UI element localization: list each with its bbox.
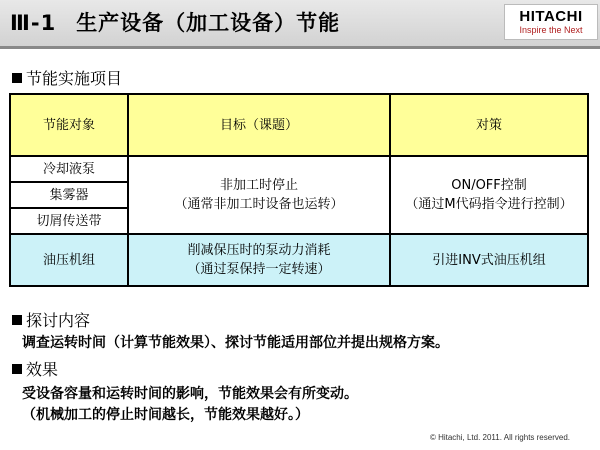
target-line-note: （通过泵保持一定转速） bbox=[187, 262, 331, 277]
table-header-cell: 节能对象 bbox=[10, 94, 128, 156]
table-header-cell: 对策 bbox=[390, 94, 588, 156]
slide-title-text: 生产设备（加工设备）节能 bbox=[76, 11, 341, 35]
header-divider bbox=[0, 46, 600, 49]
table-cell-object: 油压机组 bbox=[10, 234, 128, 286]
table-row-highlight bbox=[10, 234, 588, 286]
square-bullet-icon bbox=[12, 315, 22, 325]
table-header-row bbox=[10, 94, 588, 156]
section-heading-effect bbox=[12, 357, 58, 380]
slide-title bbox=[10, 7, 340, 37]
square-bullet-icon bbox=[12, 73, 22, 83]
measure-line: ON/OFF控制 bbox=[451, 178, 527, 193]
target-line-note: （通常非加工时设备也运转） bbox=[174, 197, 344, 212]
slide-header bbox=[0, 0, 600, 46]
section-heading-implementation bbox=[12, 66, 122, 89]
logo-brand: HITACHI bbox=[519, 8, 583, 25]
target-line: 非加工时停止 bbox=[219, 178, 298, 193]
measure-line-note: （通过M代码指令进行控制） bbox=[405, 197, 573, 212]
section-heading-text: 效果 bbox=[26, 360, 59, 379]
hitachi-logo bbox=[504, 4, 598, 40]
table-cell-target bbox=[128, 234, 390, 286]
table-cell-measure: 引进INV式油压机组 bbox=[390, 234, 588, 286]
table-cell-measure bbox=[390, 156, 588, 234]
copyright-footer: © Hitachi, Ltd. 2011. All rights reserved. bbox=[429, 433, 570, 442]
section-heading-study bbox=[12, 308, 90, 331]
table-row bbox=[10, 156, 588, 182]
logo-tagline: Inspire the Next bbox=[519, 25, 583, 35]
table-cell-object: 集雾器 bbox=[10, 182, 128, 208]
table-cell-object: 切屑传送带 bbox=[10, 208, 128, 234]
effect-text-note: （机械加工的停止时间越长，节能效果越好。） bbox=[22, 407, 309, 423]
section-heading-text: 节能实施项目 bbox=[26, 69, 123, 88]
table-header-cell: 目标（课题） bbox=[128, 94, 390, 156]
slide-number: Ⅲ-1 bbox=[10, 11, 57, 35]
section-heading-text: 探讨内容 bbox=[26, 311, 91, 330]
target-line: 削减保压时的泵动力消耗 bbox=[187, 243, 331, 258]
energy-saving-table bbox=[9, 93, 589, 287]
square-bullet-icon bbox=[12, 364, 22, 374]
table-cell-object: 冷却液泵 bbox=[10, 156, 128, 182]
table-cell-target bbox=[128, 156, 390, 234]
study-content-text: 调查运转时间（计算节能效果）、探讨节能适用部位并提出规格方案。 bbox=[22, 335, 449, 351]
effect-text-line: 受设备容量和运转时间的影响，节能效果会有所变动。 bbox=[22, 386, 358, 402]
